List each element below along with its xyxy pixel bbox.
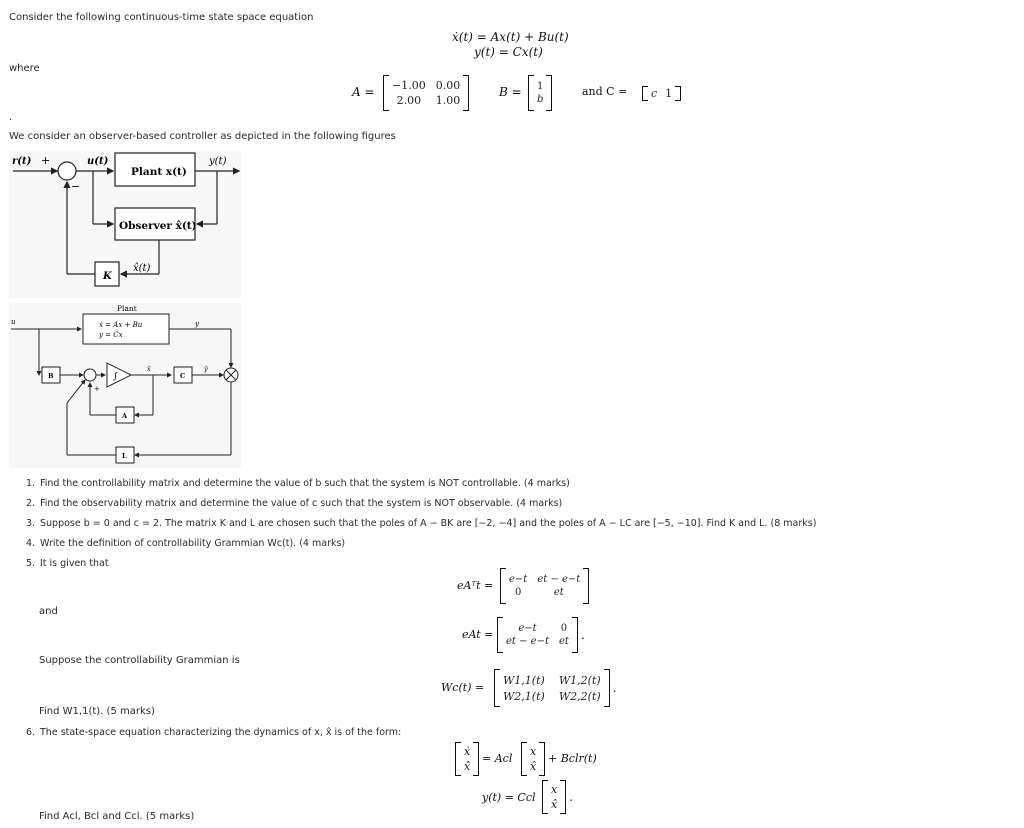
cl-state-vector	[455, 742, 479, 776]
cl-vector-cell: ẋ	[464, 745, 471, 758]
eat-cell: 0	[514, 587, 522, 598]
observer-intro-text: We consider an observer-based controller as depicted in the following figures	[9, 131, 396, 142]
matrix-c-cell: 1	[665, 87, 673, 100]
matrix-a-label: A =	[352, 85, 375, 99]
eat2-matrix	[497, 617, 585, 653]
fig2-summing-junction	[84, 369, 96, 381]
eat2-lhs: eAt =	[462, 628, 494, 641]
fig2-yhat-label: ŷ	[204, 365, 208, 373]
fig1-u-label: u(t)	[87, 156, 109, 167]
eat2-cell: et − e−t	[506, 636, 549, 647]
question-1: 1. Find the controllability matrix and determine the value of b such that the system is NOT controllable. (4 marks)	[26, 478, 570, 489]
eat-cell: et	[553, 587, 564, 598]
fig2-plus: +	[94, 385, 100, 393]
cl-vector-cell: x	[530, 745, 537, 758]
fig2-a-label: A	[122, 412, 128, 420]
wc-end: .	[612, 681, 617, 695]
observer-label: Observer x̂(t)	[119, 220, 197, 232]
eat2-end: .	[580, 628, 585, 642]
matrix-a	[383, 75, 469, 111]
wc-cell: W2,2(t)	[558, 689, 601, 703]
wc-lhs: Wc(t) =	[441, 681, 485, 694]
k-label: K	[103, 271, 112, 282]
matrix-b-cell: 1	[537, 81, 544, 92]
matrix-a-cell: 2.00	[396, 94, 422, 107]
cl-output-lhs: y(t) = Ccl	[482, 791, 536, 804]
fig2-integral: ∫	[113, 372, 118, 382]
fig2-xhat-label: x̂	[147, 365, 151, 373]
cl-vector-cell: x̂	[530, 760, 537, 773]
eat2-cell: 0	[560, 623, 568, 634]
fig2-l-label: L	[122, 452, 127, 460]
wc-matrix	[494, 669, 616, 707]
wc-cell: W1,1(t)	[503, 673, 545, 687]
and-text: and	[39, 606, 58, 617]
fig2-y-label: y	[195, 320, 199, 328]
cl-eq-acl: = Acl	[482, 752, 513, 765]
observer-block-diagram	[9, 150, 241, 298]
question-3: 3. Suppose b = 0 and c = 2. The matrix K and L are chosen such that the poles of A − BK are [−2, −4] and the poles of A − LC are [−5, −10]. Find K and L. (8 marks)	[26, 518, 817, 529]
where-text: where	[9, 63, 40, 74]
summing-junction	[58, 162, 76, 180]
intro-text: Consider the following continuous-time state space equation	[9, 12, 314, 23]
eat-lhs: eAᵀt =	[457, 579, 494, 592]
plant-label: Plant x(t)	[131, 166, 187, 178]
cl-end: .	[569, 790, 574, 804]
cl-output-vector	[542, 780, 573, 814]
fig1-y-label: y(t)	[209, 156, 227, 167]
fig2-plant-title: Plant	[117, 304, 137, 313]
period-text: .	[9, 112, 13, 123]
fig2-u-label: u	[11, 318, 16, 326]
matrix-b-label: B =	[499, 85, 522, 99]
matrix-c	[642, 86, 681, 101]
cl-vector-cell: x	[551, 783, 558, 796]
find-cl-text: Find Acl, Bcl and Ccl. (5 marks)	[39, 811, 195, 822]
cl-vector-cell: x̂	[551, 798, 558, 811]
eat-cell: et − e−t	[537, 574, 581, 585]
question-2: 2. Find the observability matrix and determine the value of c such that the system is NOT observable. (4 marks)	[26, 498, 563, 509]
question-4: 4. Write the definition of controllability Grammian Wc(t). (4 marks)	[26, 538, 346, 549]
cl-eq-bcl: + Bclr(t)	[548, 752, 597, 765]
fig1-minus: −	[71, 180, 81, 193]
matrix-b-cell: b	[537, 94, 544, 105]
find-w11-text: Find W1,1(t). (5 marks)	[39, 706, 155, 717]
fig1-xhat-label: x̂(t)	[133, 263, 151, 274]
matrix-c-label: and C =	[582, 85, 628, 98]
eat2-cell: et	[559, 636, 569, 647]
eat-matrix	[500, 568, 589, 604]
matrix-b	[528, 75, 552, 111]
fig1-r-label: r(t)	[12, 156, 32, 167]
wc-cell: W1,2(t)	[558, 673, 601, 687]
state-equation-1: ẋ(t) = Ax(t) + Bu(t)	[452, 30, 569, 44]
matrix-a-cell: 0.00	[435, 79, 461, 92]
state-equation-2: y(t) = Cx(t)	[474, 45, 543, 59]
eat2-cell: e−t	[518, 623, 537, 634]
fig2-plant-block	[83, 314, 169, 344]
fig2-b-label: B	[48, 372, 54, 380]
fig2-c-label: C	[180, 372, 186, 380]
fig2-eq1: ẋ = Ax + Bu	[99, 321, 143, 329]
cl-x-vector	[521, 742, 545, 776]
question-5: 5. It is given that	[26, 558, 109, 569]
wc-cell: W2,1(t)	[503, 689, 545, 703]
cl-vector-cell: x̂̇	[464, 760, 471, 773]
matrix-a-cell: −1.00	[392, 79, 426, 92]
fig1-plus: +	[41, 154, 51, 167]
observer-internal-diagram	[9, 303, 241, 468]
eat-cell: e−t	[509, 574, 528, 585]
fig2-eq2: y = Cx	[99, 331, 123, 339]
question-6: 6. The state-space equation characterizing the dynamics of x, x̂ is of the form:	[26, 727, 402, 738]
grammian-intro-text: Suppose the controllability Grammian is	[39, 655, 240, 666]
matrix-c-cell: c	[651, 87, 658, 100]
matrix-a-cell: 1.00	[435, 94, 461, 107]
